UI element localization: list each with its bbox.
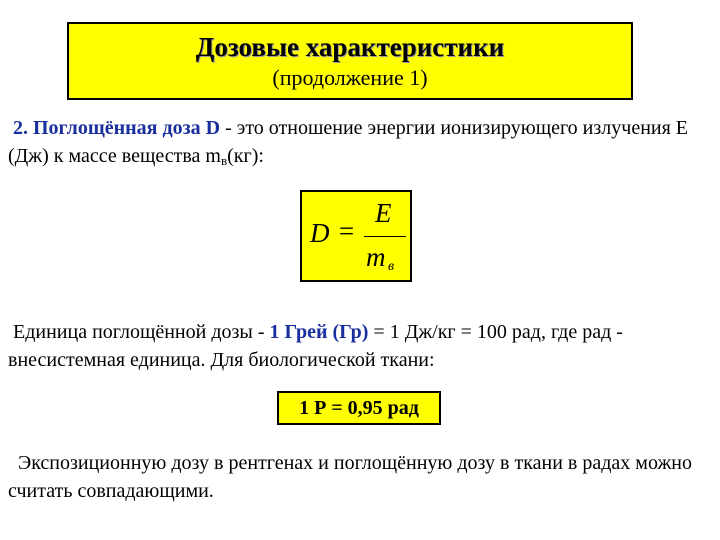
definition-suffix: (кг):: [227, 145, 264, 167]
result-box: 1 Р = 0,95 рад: [277, 391, 441, 425]
definition-paragraph: [8, 114, 708, 175]
fraction-bar: [364, 236, 406, 237]
definition-text: - это отношение энергии ионизирующего излучения E (Дж) к массе вещества m: [8, 117, 689, 167]
formula-denominator-subscript: в: [388, 259, 395, 274]
conclusion-text: Экспозиционную дозу в рентгенах и поглощённую дозу в ткани в радах можно считать совпадающими.: [8, 452, 692, 502]
term-absorbed-dose: 2. Поглощённая доза D: [13, 117, 221, 139]
page-subtitle: (продолжение 1): [272, 65, 428, 90]
unit-gray: 1 Грей (Гр): [269, 321, 369, 343]
title-box: [67, 22, 633, 100]
unit-prefix: Единица поглощённой дозы -: [13, 321, 270, 343]
mass-subscript: в: [220, 153, 228, 168]
formula-equals: =: [339, 216, 355, 246]
conclusion-paragraph: [8, 449, 708, 505]
formula-numerator: E: [375, 198, 392, 228]
unit-suffix: = 1 Дж/кг = 100 рад, где рад - внесистемная единица. Для биологической ткани:: [8, 321, 623, 371]
formula-lhs: D: [310, 218, 330, 248]
page-title: Дозовые характеристики: [195, 32, 505, 62]
formula-denominator: m: [366, 242, 386, 272]
unit-paragraph: [8, 318, 708, 374]
formula-box: [300, 190, 412, 282]
